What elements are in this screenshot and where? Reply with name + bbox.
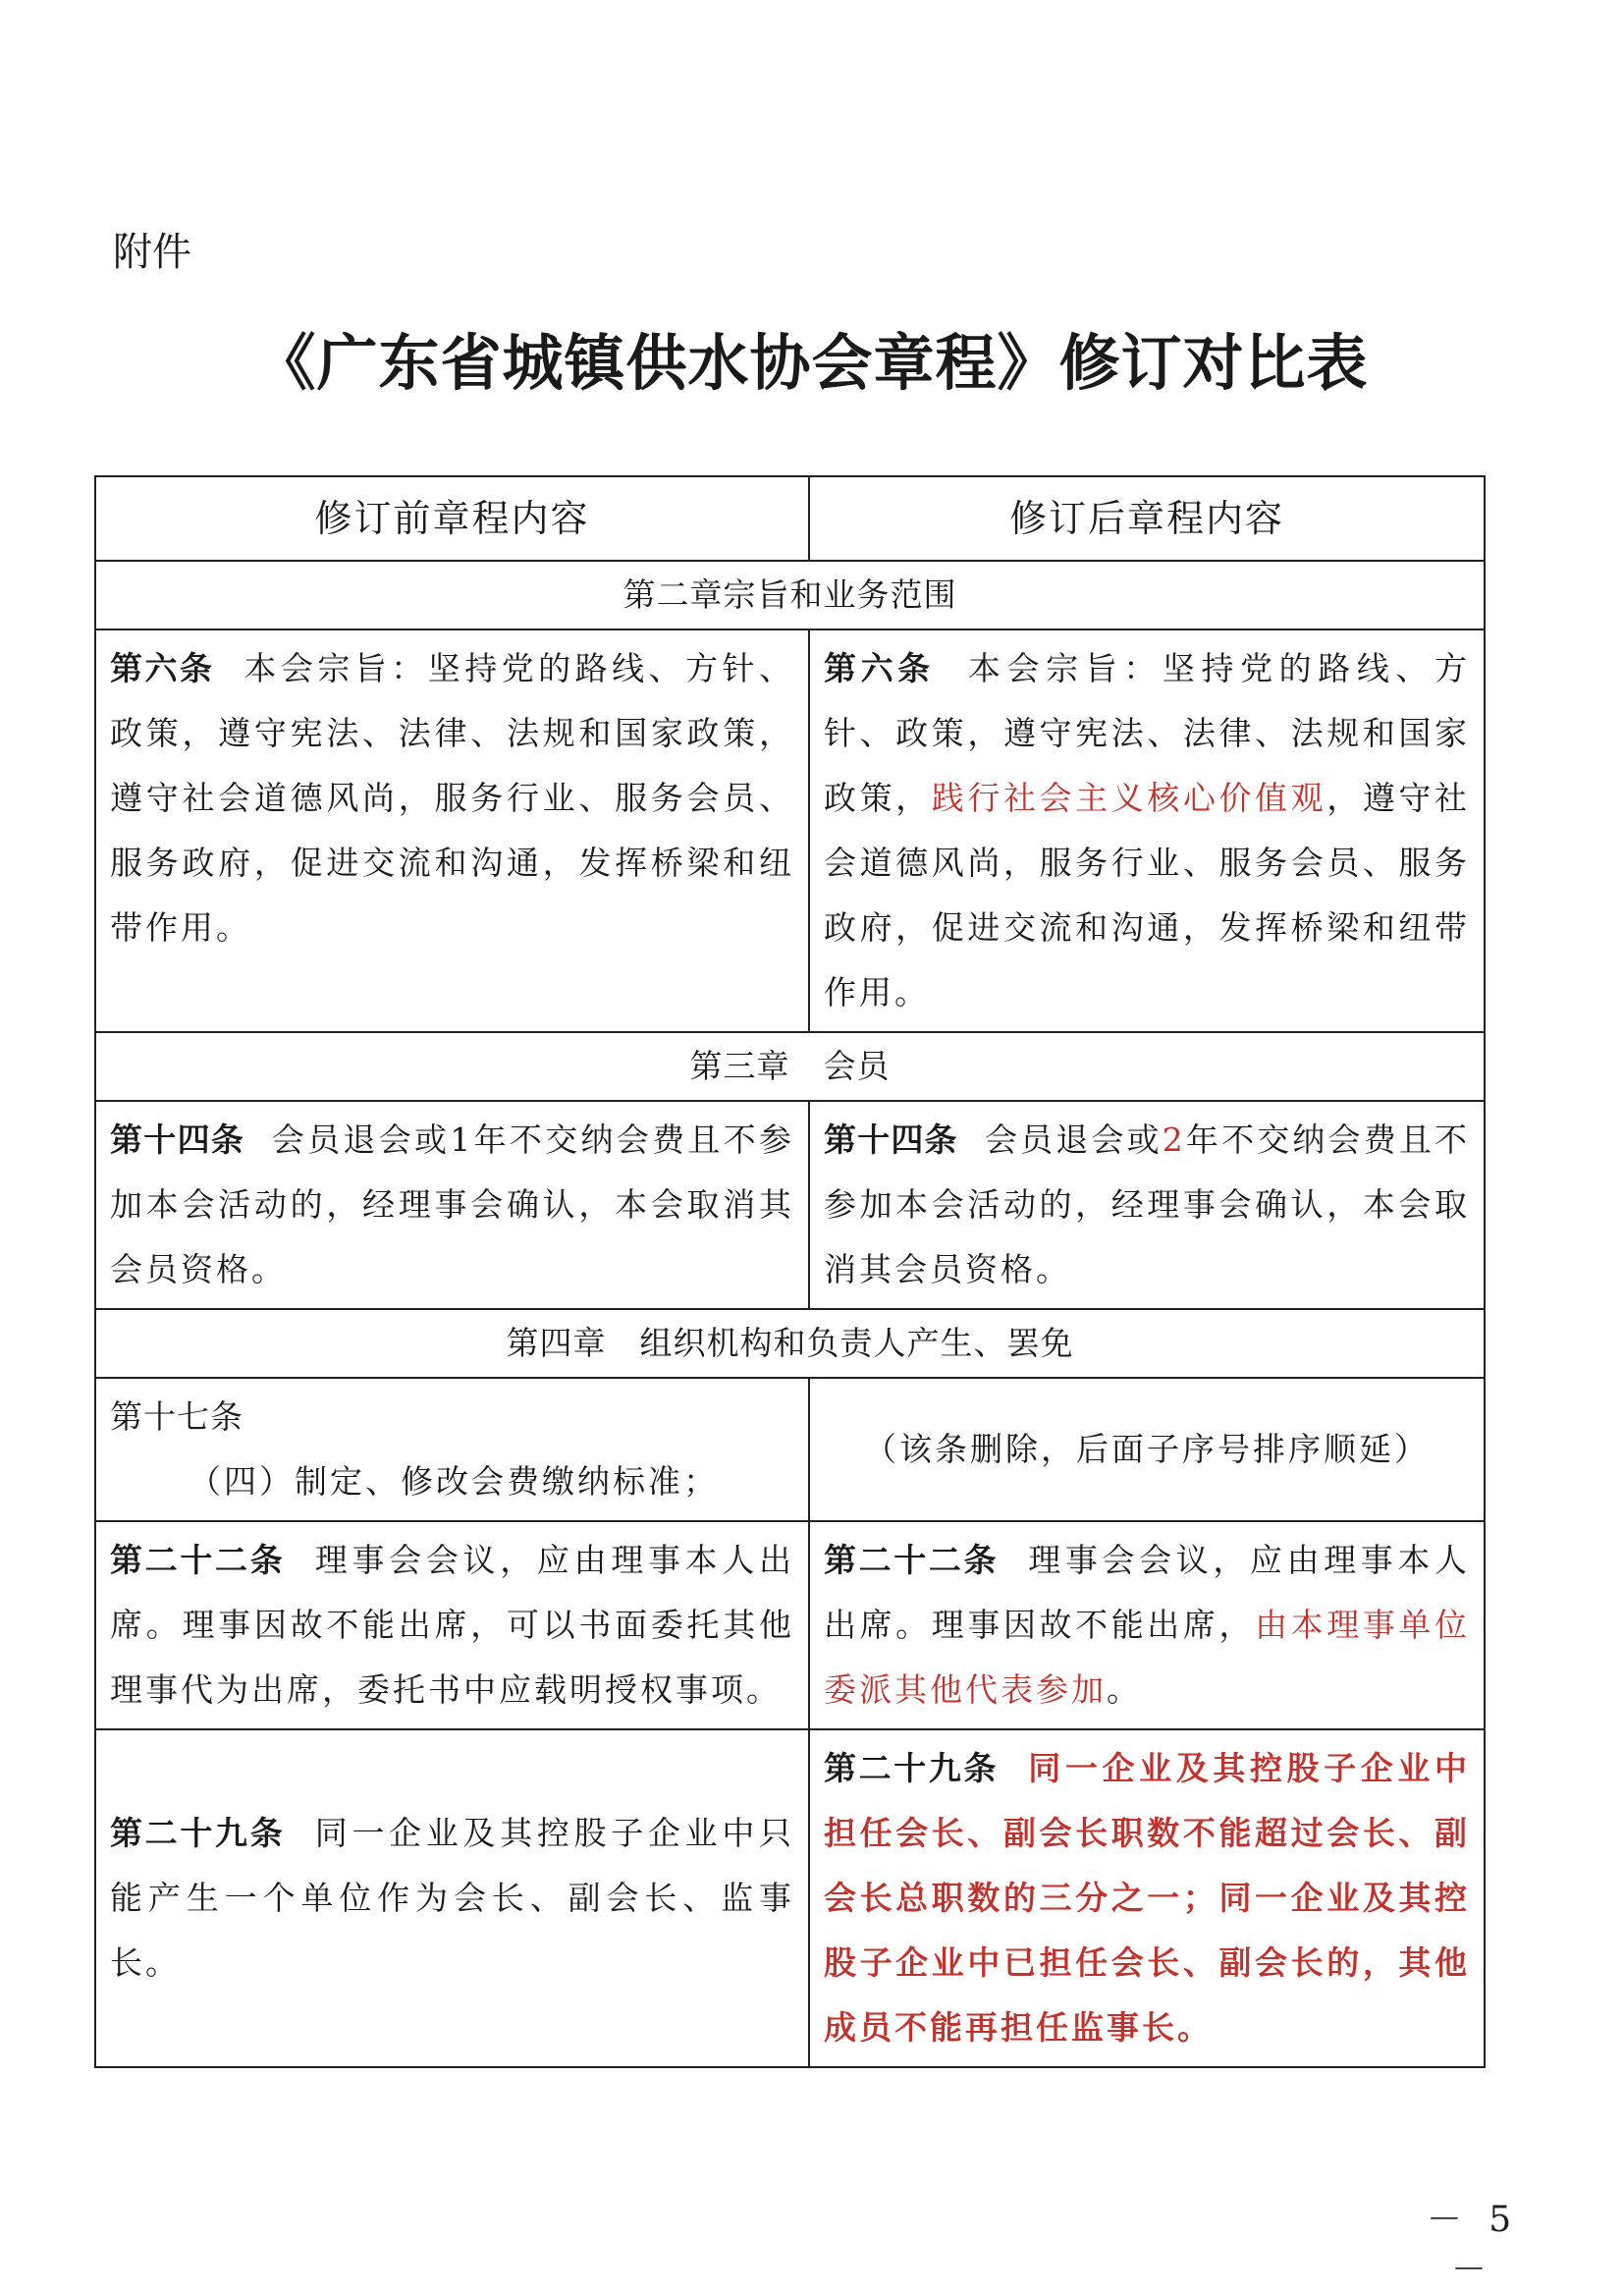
art14-before-text: 会员退会或1年不交纳会费且不参加本会活动的，经理事会确认，本会取消其会员资格。 bbox=[110, 1121, 795, 1288]
chapter3-heading: 第三章 会员 bbox=[95, 1032, 1485, 1101]
header-after: 修订后章程内容 bbox=[809, 476, 1485, 561]
page-number: － 5 － bbox=[1426, 2200, 1520, 2290]
art14-after-cell bbox=[809, 1101, 1485, 1309]
chapter2-heading: 第二章宗旨和业务范围 bbox=[95, 561, 1485, 629]
art29-before-text: 同一企业及其控股子企业中只能产生一个单位作为会长、副会长、监事长。 bbox=[110, 1814, 795, 1982]
chapter-row bbox=[95, 1309, 1485, 1378]
art22-after-text-2: 。 bbox=[1107, 1670, 1142, 1709]
art22-after-cell bbox=[809, 1521, 1485, 1729]
art14-after-text-1: 会员退会或 bbox=[984, 1121, 1163, 1159]
comparison-table bbox=[94, 475, 1486, 2068]
art6-before-cell bbox=[95, 629, 809, 1032]
art22-before-text: 理事会会议，应由理事本人出席。理事因故不能出席，可以书面委托其他理事代为出席，委托书中应载明授权事项。 bbox=[110, 1541, 795, 1709]
art29-after-number: 第二十九条 bbox=[824, 1749, 1000, 1787]
art29-after-cell bbox=[809, 1729, 1485, 2067]
art14-before-cell bbox=[95, 1101, 809, 1309]
table-row bbox=[95, 1101, 1485, 1309]
art22-before-number: 第二十二条 bbox=[110, 1541, 286, 1579]
art29-before-number: 第二十九条 bbox=[110, 1814, 286, 1852]
art22-after-number: 第二十二条 bbox=[824, 1541, 1000, 1579]
chapter-row bbox=[95, 1032, 1485, 1101]
art6-after-revised-text: 践行社会主义核心价值观 bbox=[931, 779, 1327, 817]
art14-after-number: 第十四条 bbox=[824, 1121, 958, 1159]
document-title: 《广东省城镇供水协会章程》修订对比表 bbox=[254, 327, 1369, 399]
art22-before-cell bbox=[95, 1521, 809, 1729]
art14-before-number: 第十四条 bbox=[110, 1121, 245, 1159]
art6-before-text: 本会宗旨：坚持党的路线、方针、政策，遵守宪法、法律、法规和国家政策，遵守社会道德风尚，服务行业、服务会员、服务政府，促进交流和沟通，发挥桥梁和纽带作用。 bbox=[110, 649, 795, 947]
chapter-row bbox=[95, 561, 1485, 629]
art14-after-revised-text: 2 bbox=[1162, 1121, 1186, 1159]
art6-after-number: 第六条 bbox=[824, 649, 935, 687]
attachment-label: 附件 bbox=[113, 230, 191, 275]
art6-before-number: 第六条 bbox=[110, 649, 215, 687]
table-header-row bbox=[95, 476, 1485, 561]
art17-before-item: （四）制定、修改会费缴纳标准； bbox=[189, 1462, 719, 1501]
art22-after-revised-text: 由本理事单位委派其他代表参加 bbox=[824, 1606, 1471, 1709]
table-row bbox=[95, 629, 1485, 1032]
table-row bbox=[95, 1378, 1485, 1521]
art17-before-cell bbox=[95, 1378, 809, 1521]
art6-after-text-2: ，遵守社会道德风尚，服务行业、服务会员、服务政府，促进交流和沟通，发挥桥梁和纽带作用。 bbox=[824, 779, 1471, 1011]
art17-after-cell: （该条删除，后面子序号排序顺延） bbox=[809, 1378, 1485, 1521]
art6-after-cell bbox=[809, 629, 1485, 1032]
table-row bbox=[95, 1521, 1485, 1729]
art29-before-cell bbox=[95, 1729, 809, 2067]
art17-before-number: 第十七条 bbox=[110, 1397, 243, 1436]
header-before: 修订前章程内容 bbox=[95, 476, 809, 561]
art14-after-text-2: 年不交纳会费且不参加本会活动的，经理事会确认，本会取消其会员资格。 bbox=[824, 1121, 1471, 1288]
art29-after-revised-text: 同一企业及其控股子企业中担任会长、副会长职数不能超过会长、副会长总职数的三分之一；同一企业及其控股子企业中已担任会长、副会长的，其他成员不能再担任监事长。 bbox=[824, 1749, 1471, 2047]
art22-after-text-1: 理事会会议，应由理事本人出席。理事因故不能出席， bbox=[824, 1541, 1471, 1644]
art6-after-text-1: 本会宗旨：坚持党的路线、方针、政策，遵守宪法、法律、法规和国家政策， bbox=[824, 649, 1471, 817]
chapter4-heading: 第四章 组织机构和负责人产生、罢免 bbox=[95, 1309, 1485, 1378]
table-row bbox=[95, 1729, 1485, 2067]
